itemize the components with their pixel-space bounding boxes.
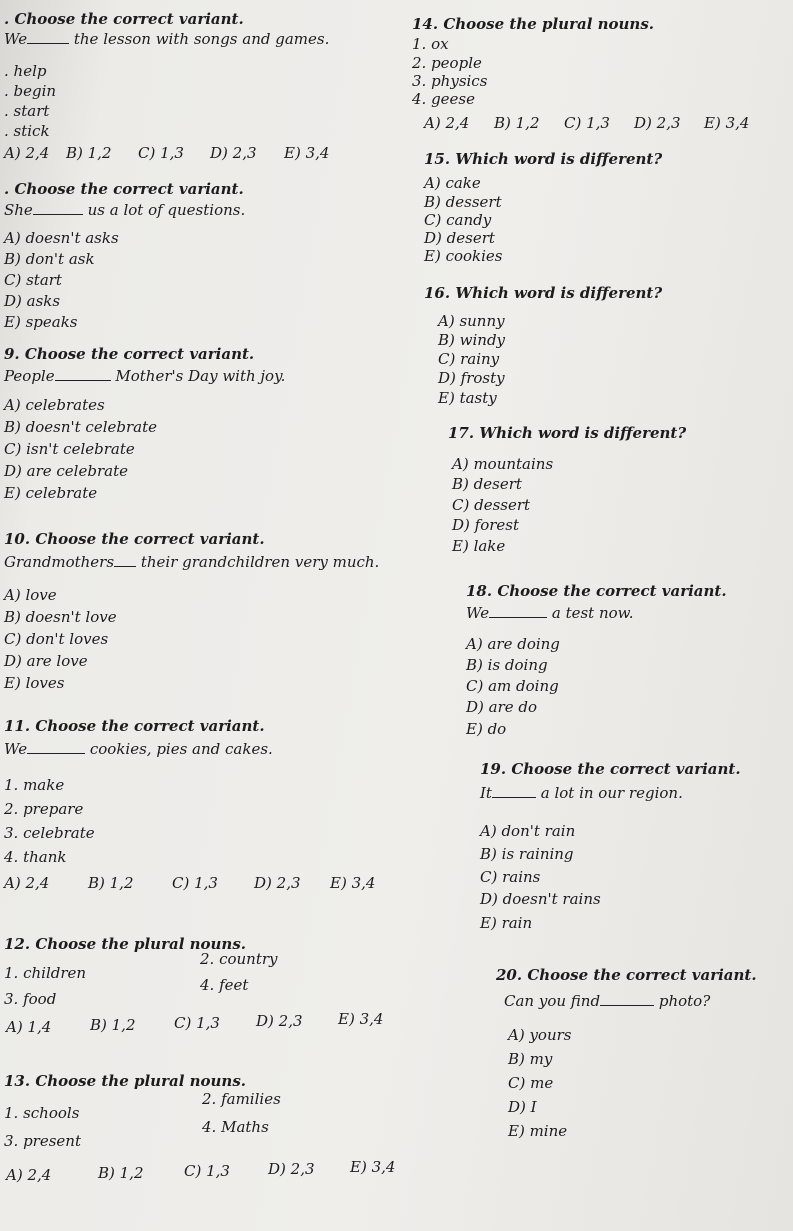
item: 1. make — [4, 776, 65, 794]
option: E) tasty — [438, 389, 497, 407]
sentence-rest: us a lot of questions. — [87, 201, 246, 219]
answer-choice: B) 1,2 — [66, 144, 112, 162]
option: E) cookies — [424, 247, 503, 265]
option: A) cake — [424, 174, 481, 192]
sentence-rest: cookies, pies and cakes. — [89, 740, 273, 758]
sentence-subject: People — [4, 367, 55, 385]
answer-choice: D) 2,3 — [634, 114, 681, 132]
question-sentence — [4, 30, 329, 48]
question-sentence — [466, 604, 634, 622]
question-sentence — [4, 553, 379, 571]
item: 2. country — [200, 950, 278, 968]
option: E) rain — [480, 914, 533, 932]
answer-blank — [492, 797, 536, 798]
answer-choice: B) 1,2 — [98, 1164, 144, 1182]
answer-blank — [600, 1005, 654, 1006]
option: E) speaks — [4, 313, 78, 331]
option: E) mine — [508, 1122, 568, 1140]
question-title: 14. Choose the plural nouns. — [412, 15, 655, 33]
option: A) love — [4, 586, 57, 604]
sentence-subject: She — [4, 201, 33, 219]
option: E) lake — [452, 537, 506, 555]
question-title: 10. Choose the correct variant. — [4, 530, 265, 548]
answer-choice: E) 3,4 — [284, 144, 330, 162]
item: 3. food — [4, 990, 57, 1008]
answer-choice: C) 1,3 — [138, 144, 184, 162]
answer-choice: A) 2,4 — [4, 144, 50, 162]
option: A) are doing — [466, 635, 560, 653]
item: . start — [4, 102, 50, 120]
item: 4. Maths — [202, 1118, 269, 1136]
question-sentence — [480, 784, 683, 802]
option: E) celebrate — [4, 484, 98, 502]
sentence-subject: Can you find — [504, 992, 601, 1010]
option: D) frosty — [438, 369, 505, 387]
option: A) yours — [508, 1026, 572, 1044]
option: A) celebrates — [4, 396, 105, 414]
option: D) desert — [424, 229, 495, 247]
answer-blank — [27, 753, 85, 754]
answer-choice: E) 3,4 — [350, 1158, 396, 1176]
answer-blank — [489, 617, 547, 618]
option: E) loves — [4, 674, 65, 692]
option: A) sunny — [438, 312, 505, 330]
option: B) doesn't celebrate — [4, 418, 158, 436]
question-title: 11. Choose the correct variant. — [4, 717, 265, 735]
option: B) don't ask — [4, 250, 95, 268]
item: . begin — [4, 82, 57, 100]
sentence-subject: It — [480, 784, 492, 802]
answer-choice: E) 3,4 — [330, 874, 376, 892]
answer-choice: D) 2,3 — [268, 1160, 315, 1178]
sentence-subject: We — [466, 604, 490, 622]
question-title: . Choose the correct variant. — [4, 10, 244, 28]
item: 2. families — [202, 1090, 281, 1108]
item: 4. thank — [4, 848, 67, 866]
option: D) doesn't rains — [480, 890, 601, 908]
answer-choice: C) 1,3 — [564, 114, 610, 132]
item: 4. geese — [412, 90, 476, 108]
option: D) are love — [4, 652, 88, 670]
answer-blank — [55, 380, 111, 381]
answer-choice: A) 2,4 — [4, 874, 50, 892]
question-title: 15. Which word is different? — [424, 150, 663, 168]
option: B) my — [508, 1050, 553, 1068]
question-title: 17. Which word is different? — [448, 424, 687, 442]
option: D) are celebrate — [4, 462, 128, 480]
sentence-rest: the lesson with songs and games. — [73, 30, 330, 48]
sentence-subject: We — [4, 30, 28, 48]
option: C) rainy — [438, 350, 500, 368]
option: D) forest — [452, 516, 520, 534]
question-title: . Choose the correct variant. — [4, 180, 244, 198]
question-title: 19. Choose the correct variant. — [480, 760, 741, 778]
option: B) desert — [452, 475, 522, 493]
sentence-subject: We — [4, 740, 28, 758]
answer-choice: D) 2,3 — [256, 1012, 303, 1030]
answer-blank — [33, 214, 83, 215]
option: E) do — [466, 720, 507, 738]
question-title: 16. Which word is different? — [424, 284, 663, 302]
option: C) am doing — [466, 677, 559, 695]
question-title: 12. Choose the plural nouns. — [4, 935, 247, 953]
option: C) dessert — [452, 496, 531, 514]
option: C) start — [4, 271, 62, 289]
sentence-subject: Grandmothers — [4, 553, 115, 571]
question-sentence — [4, 201, 245, 219]
option: D) I — [508, 1098, 537, 1116]
answer-choice: B) 1,2 — [494, 114, 540, 132]
option: C) isn't celebrate — [4, 440, 135, 458]
sentence-rest: Mother's Day with joy. — [115, 367, 286, 385]
item: 4. feet — [200, 976, 249, 994]
option: A) don't rain — [480, 822, 576, 840]
item: 2. people — [412, 54, 482, 72]
question-sentence — [4, 740, 273, 758]
item: 3. celebrate — [4, 824, 95, 842]
option: D) are do — [466, 698, 538, 716]
answer-choice: D) 2,3 — [210, 144, 257, 162]
item: 1. ox — [412, 35, 449, 53]
answer-choice: A) 2,4 — [6, 1166, 52, 1184]
option: B) windy — [438, 331, 506, 349]
option: A) doesn't asks — [4, 229, 119, 247]
answer-blank — [114, 566, 136, 567]
option: C) me — [508, 1074, 554, 1092]
option: B) is raining — [480, 845, 574, 863]
answer-choice: B) 1,2 — [90, 1016, 136, 1034]
option: B) dessert — [424, 193, 502, 211]
answer-choice: B) 1,2 — [88, 874, 134, 892]
question-title: 13. Choose the plural nouns. — [4, 1072, 247, 1090]
option: D) asks — [4, 292, 61, 310]
sentence-rest: their grandchildren very much. — [140, 553, 380, 571]
option: C) candy — [424, 211, 492, 229]
answer-choice: C) 1,3 — [184, 1162, 230, 1180]
item: 2. prepare — [4, 800, 84, 818]
sentence-rest: a test now. — [551, 604, 634, 622]
item: 1. children — [4, 964, 87, 982]
option: B) is doing — [466, 656, 548, 674]
option: C) rains — [480, 868, 541, 886]
question-title: 20. Choose the correct variant. — [496, 966, 757, 984]
answer-choice: D) 2,3 — [254, 874, 301, 892]
question-sentence — [4, 367, 285, 385]
answer-choice: E) 3,4 — [338, 1010, 384, 1028]
answer-blank — [27, 43, 69, 44]
answer-choice: C) 1,3 — [174, 1014, 220, 1032]
option: B) doesn't love — [4, 608, 117, 626]
item: . help — [4, 62, 47, 80]
item: 1. schools — [4, 1104, 80, 1122]
answer-choice: A) 1,4 — [6, 1018, 52, 1036]
question-title: 9. Choose the correct variant. — [4, 345, 255, 363]
item: 3. present — [4, 1132, 81, 1150]
item: 3. physics — [412, 72, 488, 90]
option: C) don't loves — [4, 630, 109, 648]
sentence-rest: a lot in our region. — [540, 784, 683, 802]
question-sentence — [504, 992, 710, 1010]
question-title: 18. Choose the correct variant. — [466, 582, 727, 600]
sentence-rest: photo? — [658, 992, 711, 1010]
answer-choice: E) 3,4 — [704, 114, 750, 132]
answer-choice: C) 1,3 — [172, 874, 218, 892]
option: A) mountains — [452, 455, 554, 473]
answer-choice: A) 2,4 — [424, 114, 470, 132]
item: . stick — [4, 122, 50, 140]
